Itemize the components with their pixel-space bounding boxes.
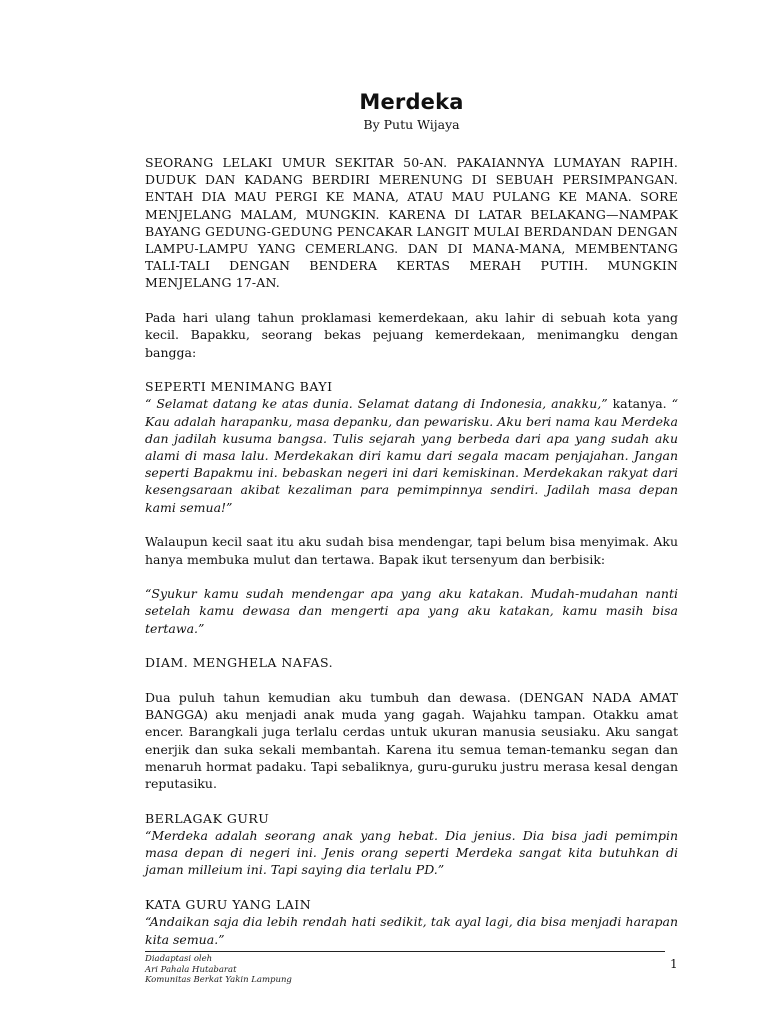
document-title: Merdeka xyxy=(359,90,464,114)
paragraph-gap xyxy=(145,637,678,655)
paragraph-gap xyxy=(145,672,678,690)
paragraph-twenty-years: Dua puluh tahun kemudian aku tumbuh dan dewasa. (DENGAN NADA AMAT BANGGA) aku menjadi anak muda yang gagah. Wajahku tampan. Otakku amat encer. Barangkali juga terlalu cerdas untuk ukuran manusia seusiaku. Aku sangat enerjik dan suka sekali membantah. Karena itu semua teman-temanku segan dan menaruh hormat padaku. Tapi sebaliknya, guru-guruku justru merasa kesal dengan reputasiku. xyxy=(145,690,678,792)
quote-father-whisper: “Syukur kamu sudah mendengar apa yang aku katakan. Mudah-mudahan nanti setelah kamu dewasa dan mengerti apa yang aku katakan, kamu masih bisa tertawa.” xyxy=(145,586,678,636)
document-page xyxy=(145,88,678,948)
stage-heading-guru-lain: KATA GURU YANG LAIN xyxy=(145,897,312,913)
footer-community: Komunitas Berkat Yakin Lampung xyxy=(145,975,292,985)
document-byline: By Putu Wijaya xyxy=(363,117,460,132)
stage-heading-menimang: SEPERTI MENIMANG BAYI xyxy=(145,379,333,395)
paragraph-gap xyxy=(145,568,678,586)
paragraph-gap xyxy=(145,361,678,379)
page-number: 1 xyxy=(670,957,678,971)
footer-adapter-name: Ari Pahala Hutabarat xyxy=(145,964,237,975)
quote-teacher: “Merdeka adalah seorang anak yang hebat. Dia jenius. Dia bisa jadi pemimpin masa depan di negeri ini. Jenis orang seperti Merdeka sangat kita butuhkan di jaman milleium ini. Tapi saying dia terlalu PD.” xyxy=(145,828,678,878)
stage-heading-guru: BERLAGAK GURU xyxy=(145,810,270,826)
quote-father-tag: katanya. xyxy=(607,396,672,412)
paragraph-gap xyxy=(145,516,678,534)
quote-father-part1: “ Selamat datang ke atas dunia. Selamat datang di Indonesia, anakku,” xyxy=(145,396,608,412)
paragraph-gap xyxy=(145,292,678,310)
paragraph-gap xyxy=(145,879,678,897)
footer-credits xyxy=(145,954,292,986)
footer-adapted-by: Diadaptasi oleh xyxy=(145,954,213,964)
quote-father xyxy=(145,395,678,515)
stage-direction-opening: SEORANG LELAKI UMUR SEKITAR 50-AN. PAKAIANNYA LUMAYAN RAPIH. DUDUK DAN KADANG BERDIRI MERENUNG DI SEBUAH PERSIMPANGAN. ENTAH DIA MAU PERGI KE MANA, ATAU MAU PULANG KE MANA. SORE MENJELANG MALAM, MUNGKIN. KARENA DI LATAR BELAKANG—NAMPAK BAYANG GEDUNG-GEDUNG PENCAKAR LANGIT MULAI BERDANDAN DENGAN LAMPU-LAMPU YANG CEMERLANG. DAN DI MANA-MANA, MEMBENTANG TALI-TALI DENGAN BENDERA KERTAS MERAH PUTIH. MUNGKIN MENJELANG 17-AN. xyxy=(145,155,678,291)
quote-father-part2: “ Kau adalah harapanku, masa depanku, dan pewarisku. Aku beri nama kau Merdeka dan jadilah kusuma bangsa. Tulis sejarah yang berbeda dari apa yang sudah aku alami di masa lalu. Merdekakan diri kamu dari segala macam penjajahan. Jangan seperti Bapakmu ini. bebaskan negeri ini dari kemiskinan. Merdekakan rakyat dari kesengsaraan akibat kezaliman para pemimpinnya sendiri. Jadilah masa depan kami semua!” xyxy=(145,396,678,515)
quote-other-teacher: “Andaikan saja dia lebih rendah hati sedikit, tak ayal lagi, dia bisa menjadi harapan kita semua.” xyxy=(145,914,678,947)
footer-divider xyxy=(145,951,665,952)
paragraph-gap xyxy=(145,792,678,810)
paragraph-listening: Walaupun kecil saat itu aku sudah bisa mendengar, tapi belum bisa menyimak. Aku hanya membuka mulut dan tertawa. Bapak ikut tersenyum dan berbisik: xyxy=(145,534,678,567)
paragraph-birth: Pada hari ulang tahun proklamasi kemerdekaan, aku lahir di sebuah kota yang kecil. Bapakku, seorang bekas pejuang kemerdekaan, menimangku dengan bangga: xyxy=(145,310,678,360)
stage-direction-diam: DIAM. MENGHELA NAFAS. xyxy=(145,655,334,671)
